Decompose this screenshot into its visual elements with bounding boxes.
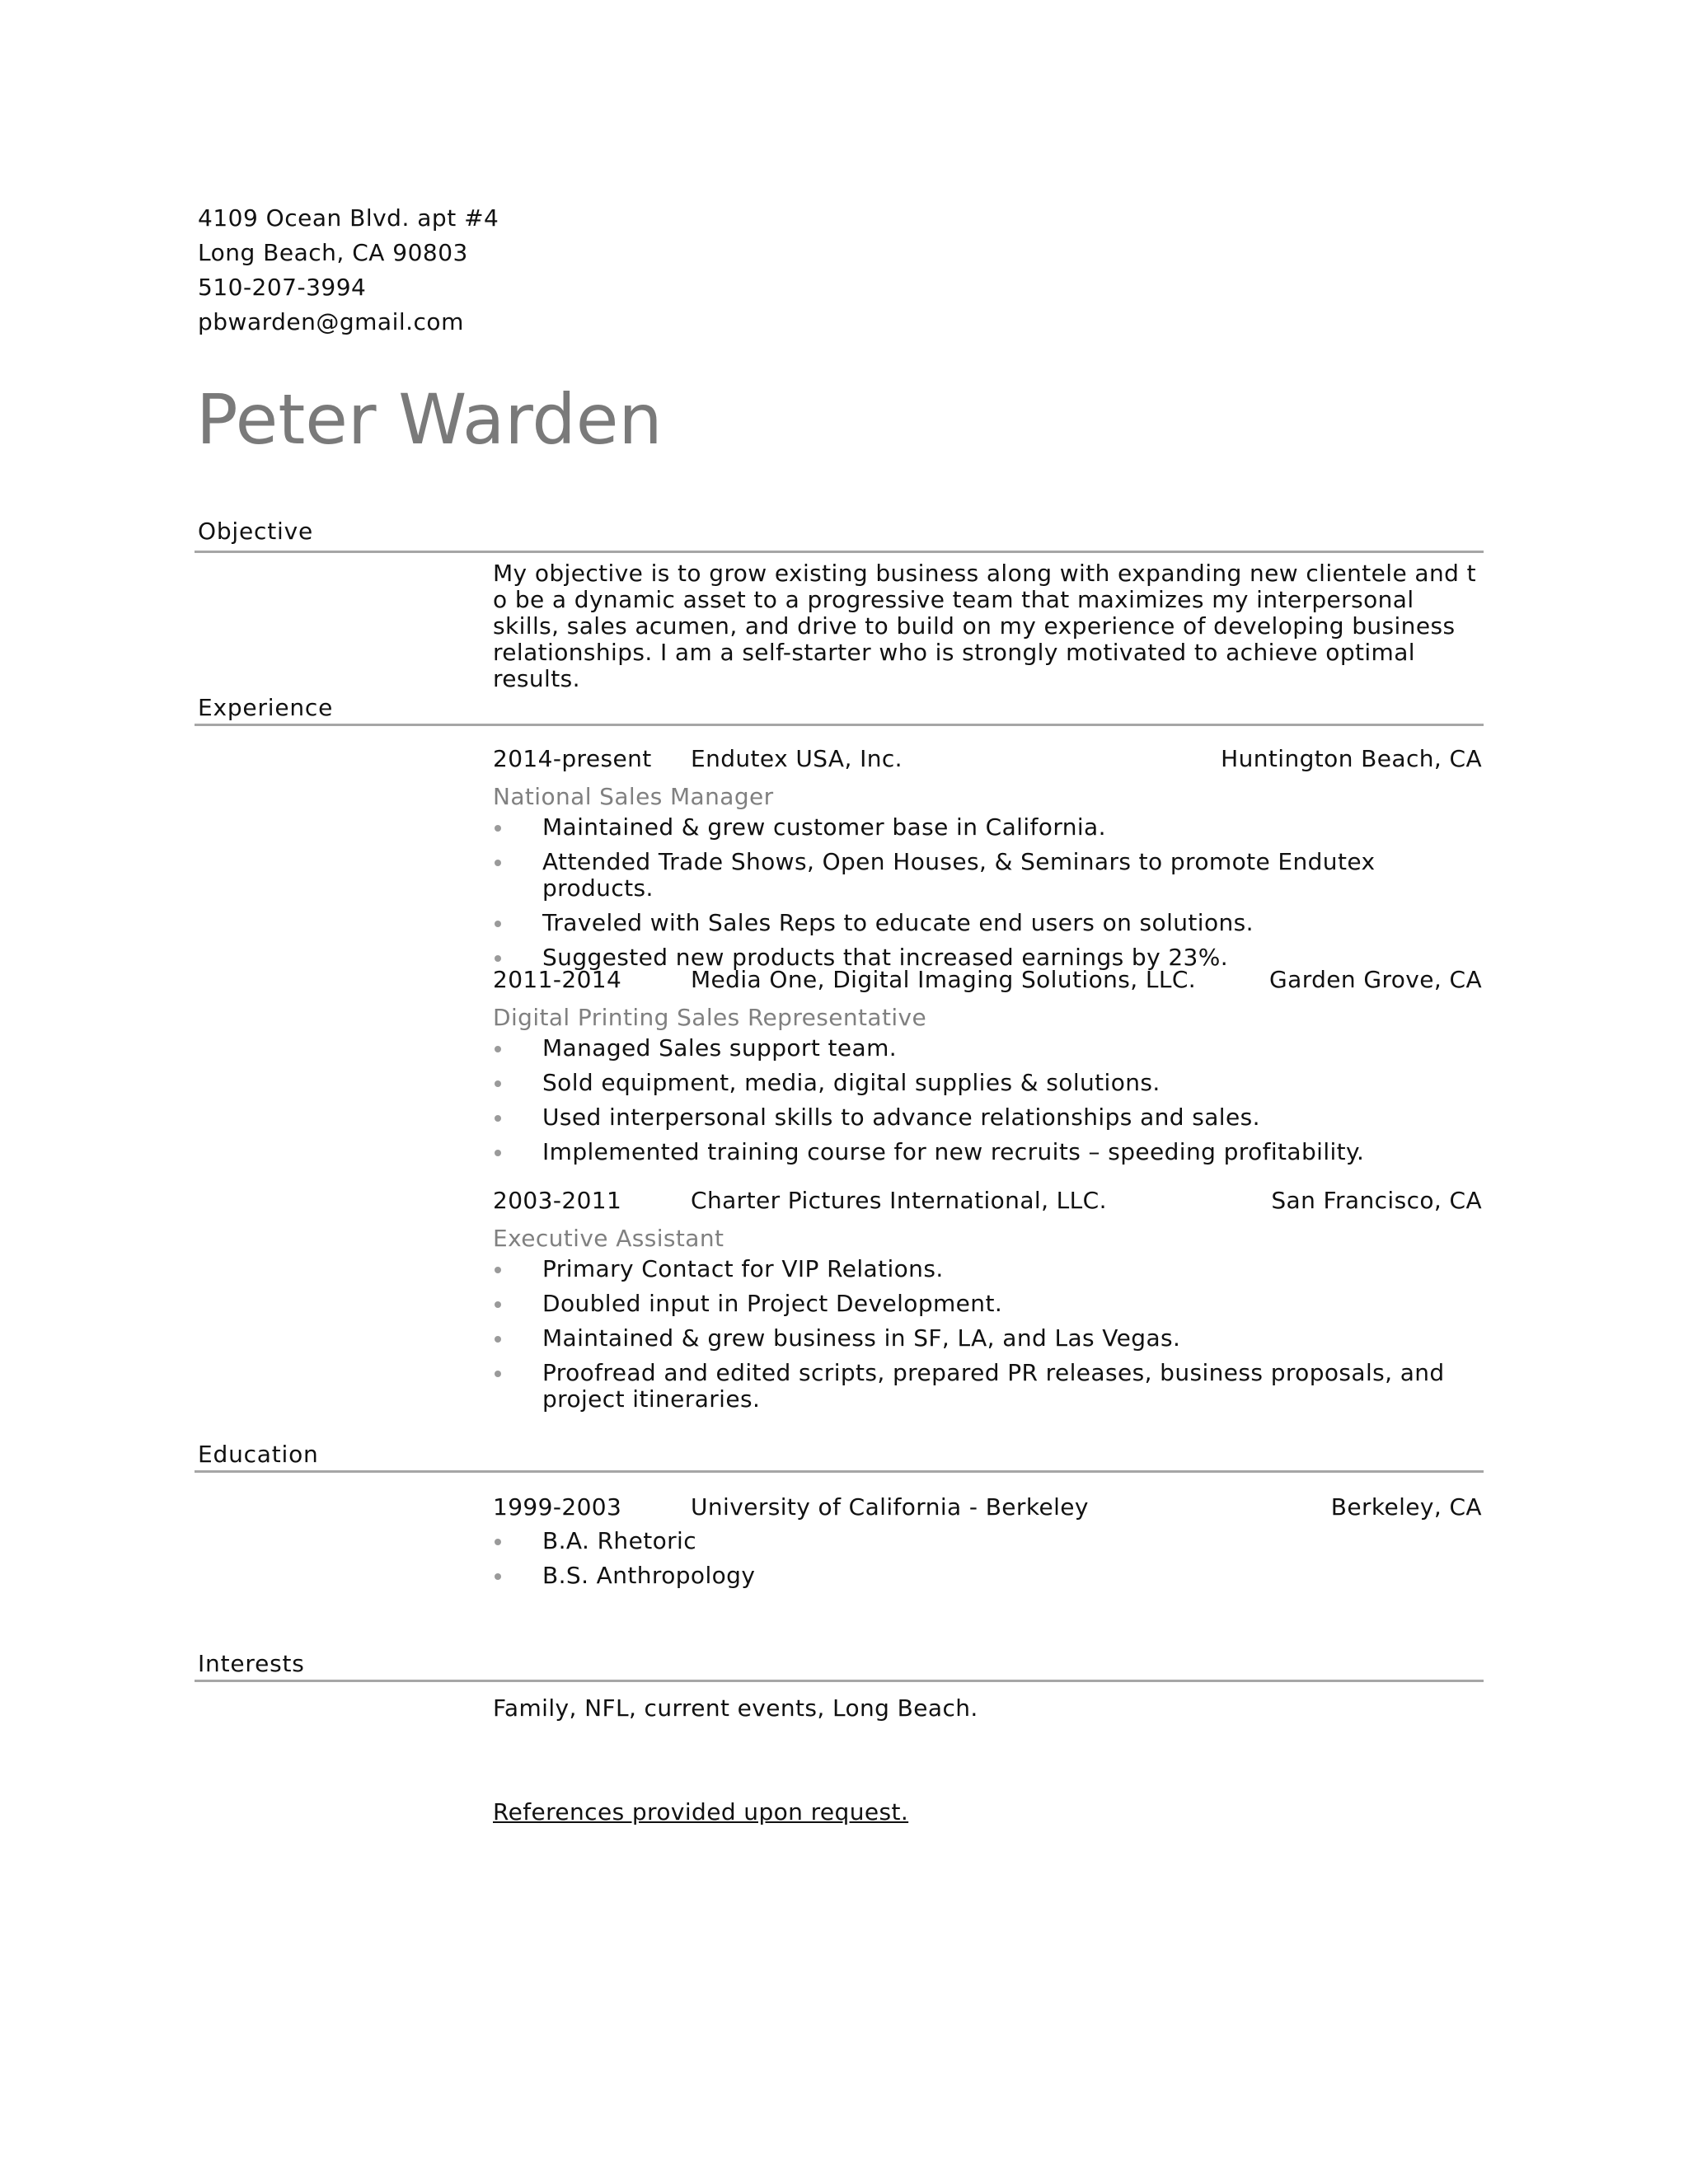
bullet-icon: [495, 1371, 501, 1377]
list-item: B.S. Anthropology: [493, 1563, 1482, 1589]
objective-divider: [195, 551, 1484, 553]
list-item: Primary Contact for VIP Relations.: [493, 1256, 1482, 1282]
bullet-icon: [495, 1267, 501, 1273]
bullet-icon: [495, 825, 501, 832]
job-role: Digital Printing Sales Representative: [493, 1004, 927, 1031]
bullet-icon: [495, 1539, 501, 1545]
job-entry: [493, 966, 1482, 1174]
job-header: [493, 966, 1482, 1001]
list-item: Attended Trade Shows, Open Houses, & Seminars to promote Endutex products.: [493, 849, 1482, 902]
job-bullets: [493, 1256, 1482, 1413]
references-note: References provided upon request.: [493, 1798, 909, 1825]
interests-text: Family, NFL, current events, Long Beach.: [493, 1694, 978, 1722]
experience-heading: Experience: [198, 694, 334, 721]
job-years: 2011-2014: [493, 966, 622, 993]
objective-text: My objective is to grow existing business along with expanding new clientele and t o be a dynamic asset to a progressive team that maximizes my interpersonal skills, sales acumen, and drive to build on my experience of developing business relationships. I am a self-starter who is strongly motivated to achieve optimal results.: [493, 560, 1476, 692]
education-bullets: [493, 1528, 1482, 1589]
list-item: Traveled with Sales Reps to educate end users on solutions.: [493, 910, 1482, 936]
list-item: B.A. Rhetoric: [493, 1528, 1482, 1554]
experience-divider: [195, 724, 1484, 726]
list-item: Proofread and edited scripts, prepared PR releases, business proposals, and project itineraries.: [493, 1360, 1482, 1413]
job-header: [493, 745, 1482, 780]
education-entry: [493, 1493, 1482, 1597]
objective-heading: Objective: [198, 518, 313, 545]
job-organization: Endutex USA, Inc.: [691, 745, 903, 772]
list-item: Maintained & grew business in SF, LA, and Las Vegas.: [493, 1325, 1482, 1352]
education-school: University of California - Berkeley: [691, 1493, 1089, 1521]
job-bullets: [493, 1035, 1482, 1165]
list-item: Implemented training course for new recruits – speeding profitability.: [493, 1139, 1482, 1165]
phone-number: 510-207-3994: [198, 274, 367, 301]
job-header: [493, 1187, 1482, 1221]
job-role: National Sales Manager: [493, 783, 774, 810]
job-organization: Media One, Digital Imaging Solutions, LLC.: [691, 966, 1197, 993]
list-item: Managed Sales support team.: [493, 1035, 1482, 1062]
email-address: pbwarden@gmail.com: [198, 308, 464, 335]
bullet-icon: [495, 921, 501, 927]
list-item: Used interpersonal skills to advance relationships and sales.: [493, 1104, 1482, 1131]
job-entry: [493, 745, 1482, 979]
education-years: 1999-2003: [493, 1493, 622, 1521]
bullet-icon: [495, 1046, 501, 1052]
list-item: Doubled input in Project Development.: [493, 1291, 1482, 1317]
list-item: Maintained & grew customer base in California.: [493, 814, 1482, 841]
job-location: Garden Grove, CA: [1269, 966, 1482, 993]
job-entry: [493, 1187, 1482, 1421]
education-header: [493, 1493, 1482, 1528]
bullet-icon: [495, 860, 501, 866]
job-bullets: [493, 814, 1482, 971]
job-location: San Francisco, CA: [1271, 1187, 1482, 1214]
bullet-icon: [495, 1115, 501, 1122]
address-line-2: Long Beach, CA 90803: [198, 239, 468, 266]
job-years: 2014-present: [493, 745, 652, 772]
bullet-icon: [495, 1301, 501, 1308]
job-organization: Charter Pictures International, LLC.: [691, 1187, 1107, 1214]
bullet-icon: [495, 1336, 501, 1343]
bullet-icon: [495, 955, 501, 962]
job-role: Executive Assistant: [493, 1225, 724, 1252]
applicant-name: Peter Warden: [196, 379, 663, 460]
job-years: 2003-2011: [493, 1187, 622, 1214]
bullet-icon: [495, 1573, 501, 1580]
address-line-1: 4109 Ocean Blvd. apt #4: [198, 204, 499, 232]
bullet-icon: [495, 1080, 501, 1087]
interests-heading: Interests: [198, 1650, 305, 1677]
contact-block: [198, 201, 499, 340]
education-location: Berkeley, CA: [1330, 1493, 1482, 1521]
bullet-icon: [495, 1150, 501, 1156]
interests-divider: [195, 1680, 1484, 1682]
list-item: Suggested new products that increased earnings by 23%.: [493, 944, 1482, 971]
education-divider: [195, 1470, 1484, 1473]
list-item: Sold equipment, media, digital supplies & solutions.: [493, 1070, 1482, 1096]
education-heading: Education: [198, 1441, 319, 1468]
job-location: Huntington Beach, CA: [1221, 745, 1482, 772]
